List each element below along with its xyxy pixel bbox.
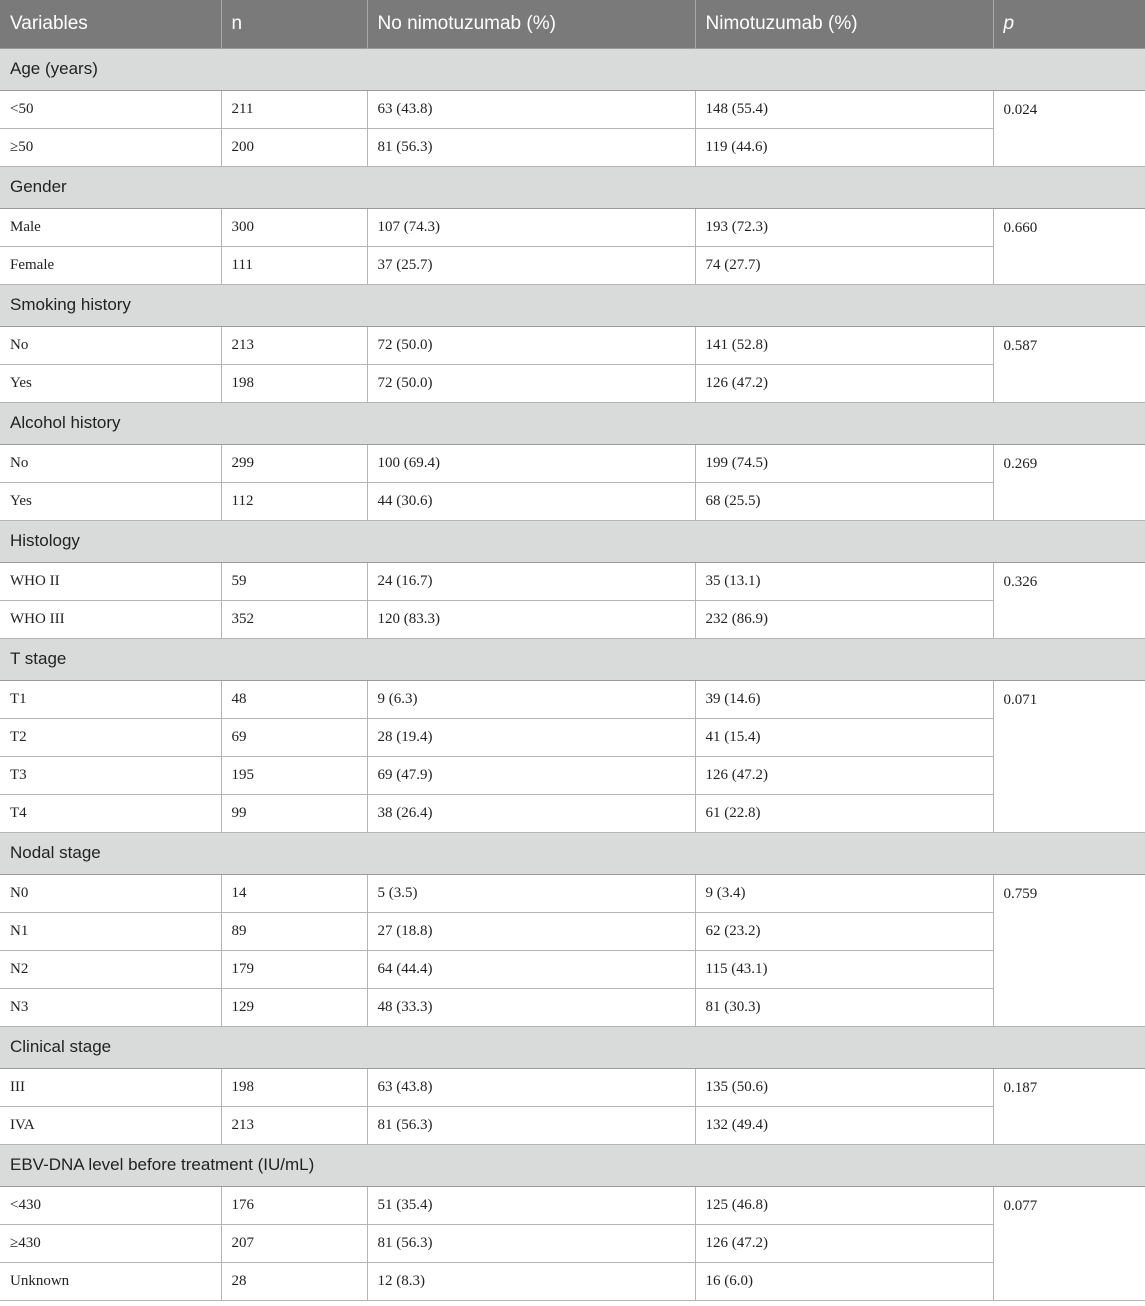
table-row bbox=[0, 600, 1145, 638]
section-title: Clinical stage bbox=[0, 1026, 1145, 1068]
table-row bbox=[0, 874, 1145, 912]
cell-nimotuzumab: 62 (23.2) bbox=[695, 912, 993, 950]
cell-no-nimotuzumab: 63 (43.8) bbox=[367, 90, 695, 128]
section-row bbox=[0, 1144, 1145, 1186]
cell-p-value: 0.660 bbox=[993, 208, 1145, 284]
cell-no-nimotuzumab: 81 (56.3) bbox=[367, 128, 695, 166]
cell-nimotuzumab: 81 (30.3) bbox=[695, 988, 993, 1026]
cell-n: 14 bbox=[221, 874, 367, 912]
cell-no-nimotuzumab: 72 (50.0) bbox=[367, 364, 695, 402]
cell-variable: No bbox=[0, 444, 221, 482]
cell-n: 200 bbox=[221, 128, 367, 166]
cell-nimotuzumab: 119 (44.6) bbox=[695, 128, 993, 166]
cell-no-nimotuzumab: 12 (8.3) bbox=[367, 1262, 695, 1300]
section-title: Age (years) bbox=[0, 48, 1145, 90]
cell-nimotuzumab: 125 (46.8) bbox=[695, 1186, 993, 1224]
header-n: n bbox=[221, 0, 367, 48]
cell-nimotuzumab: 132 (49.4) bbox=[695, 1106, 993, 1144]
table-row bbox=[0, 482, 1145, 520]
cell-variable: WHO III bbox=[0, 600, 221, 638]
section-title: Histology bbox=[0, 520, 1145, 562]
header-variables: Variables bbox=[0, 0, 221, 48]
cell-variable: N1 bbox=[0, 912, 221, 950]
section-title: EBV-DNA level before treatment (IU/mL) bbox=[0, 1144, 1145, 1186]
cell-n: 195 bbox=[221, 756, 367, 794]
table-row bbox=[0, 246, 1145, 284]
cell-nimotuzumab: 135 (50.6) bbox=[695, 1068, 993, 1106]
cell-n: 211 bbox=[221, 90, 367, 128]
cell-n: 352 bbox=[221, 600, 367, 638]
cell-variable: WHO II bbox=[0, 562, 221, 600]
table-row bbox=[0, 562, 1145, 600]
cell-variable: ≥50 bbox=[0, 128, 221, 166]
cell-n: 176 bbox=[221, 1186, 367, 1224]
section-row bbox=[0, 638, 1145, 680]
header-p bbox=[993, 0, 1145, 48]
table-row bbox=[0, 718, 1145, 756]
table-row bbox=[0, 128, 1145, 166]
cell-nimotuzumab: 193 (72.3) bbox=[695, 208, 993, 246]
cell-nimotuzumab: 35 (13.1) bbox=[695, 562, 993, 600]
cell-no-nimotuzumab: 100 (69.4) bbox=[367, 444, 695, 482]
cell-variable: Female bbox=[0, 246, 221, 284]
cell-nimotuzumab: 16 (6.0) bbox=[695, 1262, 993, 1300]
cell-p-value: 0.187 bbox=[993, 1068, 1145, 1144]
table-row bbox=[0, 1186, 1145, 1224]
cell-nimotuzumab: 9 (3.4) bbox=[695, 874, 993, 912]
cell-nimotuzumab: 68 (25.5) bbox=[695, 482, 993, 520]
cell-no-nimotuzumab: 51 (35.4) bbox=[367, 1186, 695, 1224]
cell-variable: N3 bbox=[0, 988, 221, 1026]
cell-variable: T3 bbox=[0, 756, 221, 794]
table-row bbox=[0, 794, 1145, 832]
cell-nimotuzumab: 232 (86.9) bbox=[695, 600, 993, 638]
table-row bbox=[0, 364, 1145, 402]
cell-no-nimotuzumab: 120 (83.3) bbox=[367, 600, 695, 638]
cell-p-value: 0.587 bbox=[993, 326, 1145, 402]
cell-nimotuzumab: 39 (14.6) bbox=[695, 680, 993, 718]
cell-variable: T1 bbox=[0, 680, 221, 718]
section-row bbox=[0, 166, 1145, 208]
cell-n: 213 bbox=[221, 326, 367, 364]
cell-n: 179 bbox=[221, 950, 367, 988]
cell-no-nimotuzumab: 28 (19.4) bbox=[367, 718, 695, 756]
cell-variable: N0 bbox=[0, 874, 221, 912]
cell-variable: ≥430 bbox=[0, 1224, 221, 1262]
section-row bbox=[0, 520, 1145, 562]
cell-p-value: 0.759 bbox=[993, 874, 1145, 1026]
section-title: Gender bbox=[0, 166, 1145, 208]
cell-n: 129 bbox=[221, 988, 367, 1026]
section-row bbox=[0, 1026, 1145, 1068]
header-row bbox=[0, 0, 1145, 48]
table-row bbox=[0, 326, 1145, 364]
cell-nimotuzumab: 126 (47.2) bbox=[695, 1224, 993, 1262]
section-title: Smoking history bbox=[0, 284, 1145, 326]
cell-nimotuzumab: 199 (74.5) bbox=[695, 444, 993, 482]
section-title: Nodal stage bbox=[0, 832, 1145, 874]
table-body bbox=[0, 48, 1145, 1300]
header-nimotuzumab: Nimotuzumab (%) bbox=[695, 0, 993, 48]
section-row bbox=[0, 284, 1145, 326]
cell-n: 198 bbox=[221, 364, 367, 402]
table-row bbox=[0, 1106, 1145, 1144]
cell-n: 300 bbox=[221, 208, 367, 246]
header-p-label: p bbox=[1003, 12, 1015, 34]
cell-p-value: 0.077 bbox=[993, 1186, 1145, 1300]
cell-nimotuzumab: 126 (47.2) bbox=[695, 364, 993, 402]
cell-variable: IVA bbox=[0, 1106, 221, 1144]
cell-variable: Yes bbox=[0, 482, 221, 520]
cell-no-nimotuzumab: 63 (43.8) bbox=[367, 1068, 695, 1106]
cell-no-nimotuzumab: 107 (74.3) bbox=[367, 208, 695, 246]
cell-variable: <50 bbox=[0, 90, 221, 128]
cell-variable: T2 bbox=[0, 718, 221, 756]
cell-variable: <430 bbox=[0, 1186, 221, 1224]
cell-n: 99 bbox=[221, 794, 367, 832]
section-row bbox=[0, 48, 1145, 90]
cell-nimotuzumab: 141 (52.8) bbox=[695, 326, 993, 364]
table-row bbox=[0, 1068, 1145, 1106]
cell-p-value: 0.269 bbox=[993, 444, 1145, 520]
cell-nimotuzumab: 61 (22.8) bbox=[695, 794, 993, 832]
cell-n: 59 bbox=[221, 562, 367, 600]
cell-nimotuzumab: 148 (55.4) bbox=[695, 90, 993, 128]
table-row bbox=[0, 444, 1145, 482]
cell-nimotuzumab: 74 (27.7) bbox=[695, 246, 993, 284]
table-row bbox=[0, 988, 1145, 1026]
table-row bbox=[0, 208, 1145, 246]
cell-no-nimotuzumab: 37 (25.7) bbox=[367, 246, 695, 284]
cell-no-nimotuzumab: 27 (18.8) bbox=[367, 912, 695, 950]
cell-n: 89 bbox=[221, 912, 367, 950]
section-row bbox=[0, 402, 1145, 444]
cell-no-nimotuzumab: 64 (44.4) bbox=[367, 950, 695, 988]
cell-n: 69 bbox=[221, 718, 367, 756]
cell-n: 299 bbox=[221, 444, 367, 482]
cell-variable: T4 bbox=[0, 794, 221, 832]
cell-n: 207 bbox=[221, 1224, 367, 1262]
cell-variable: Male bbox=[0, 208, 221, 246]
cell-no-nimotuzumab: 44 (30.6) bbox=[367, 482, 695, 520]
table-row bbox=[0, 950, 1145, 988]
table-row bbox=[0, 90, 1145, 128]
cell-nimotuzumab: 115 (43.1) bbox=[695, 950, 993, 988]
table-header bbox=[0, 0, 1145, 48]
table-row bbox=[0, 756, 1145, 794]
cell-variable: N2 bbox=[0, 950, 221, 988]
cell-nimotuzumab: 41 (15.4) bbox=[695, 718, 993, 756]
table-row bbox=[0, 912, 1145, 950]
cell-variable: No bbox=[0, 326, 221, 364]
cell-variable: III bbox=[0, 1068, 221, 1106]
cell-no-nimotuzumab: 48 (33.3) bbox=[367, 988, 695, 1026]
cell-n: 213 bbox=[221, 1106, 367, 1144]
cell-n: 112 bbox=[221, 482, 367, 520]
cell-no-nimotuzumab: 81 (56.3) bbox=[367, 1224, 695, 1262]
cell-n: 28 bbox=[221, 1262, 367, 1300]
header-no-nimotuzumab: No nimotuzumab (%) bbox=[367, 0, 695, 48]
section-row bbox=[0, 832, 1145, 874]
cell-no-nimotuzumab: 5 (3.5) bbox=[367, 874, 695, 912]
cell-n: 111 bbox=[221, 246, 367, 284]
table-row bbox=[0, 1224, 1145, 1262]
cell-p-value: 0.024 bbox=[993, 90, 1145, 166]
cell-no-nimotuzumab: 69 (47.9) bbox=[367, 756, 695, 794]
section-title: Alcohol history bbox=[0, 402, 1145, 444]
cell-variable: Unknown bbox=[0, 1262, 221, 1300]
cell-no-nimotuzumab: 9 (6.3) bbox=[367, 680, 695, 718]
cell-n: 198 bbox=[221, 1068, 367, 1106]
cell-n: 48 bbox=[221, 680, 367, 718]
cell-no-nimotuzumab: 24 (16.7) bbox=[367, 562, 695, 600]
cell-p-value: 0.071 bbox=[993, 680, 1145, 832]
section-title: T stage bbox=[0, 638, 1145, 680]
cell-no-nimotuzumab: 81 (56.3) bbox=[367, 1106, 695, 1144]
table-row bbox=[0, 1262, 1145, 1300]
cell-no-nimotuzumab: 72 (50.0) bbox=[367, 326, 695, 364]
cell-p-value: 0.326 bbox=[993, 562, 1145, 638]
table-row bbox=[0, 680, 1145, 718]
cell-no-nimotuzumab: 38 (26.4) bbox=[367, 794, 695, 832]
cell-variable: Yes bbox=[0, 364, 221, 402]
cell-nimotuzumab: 126 (47.2) bbox=[695, 756, 993, 794]
